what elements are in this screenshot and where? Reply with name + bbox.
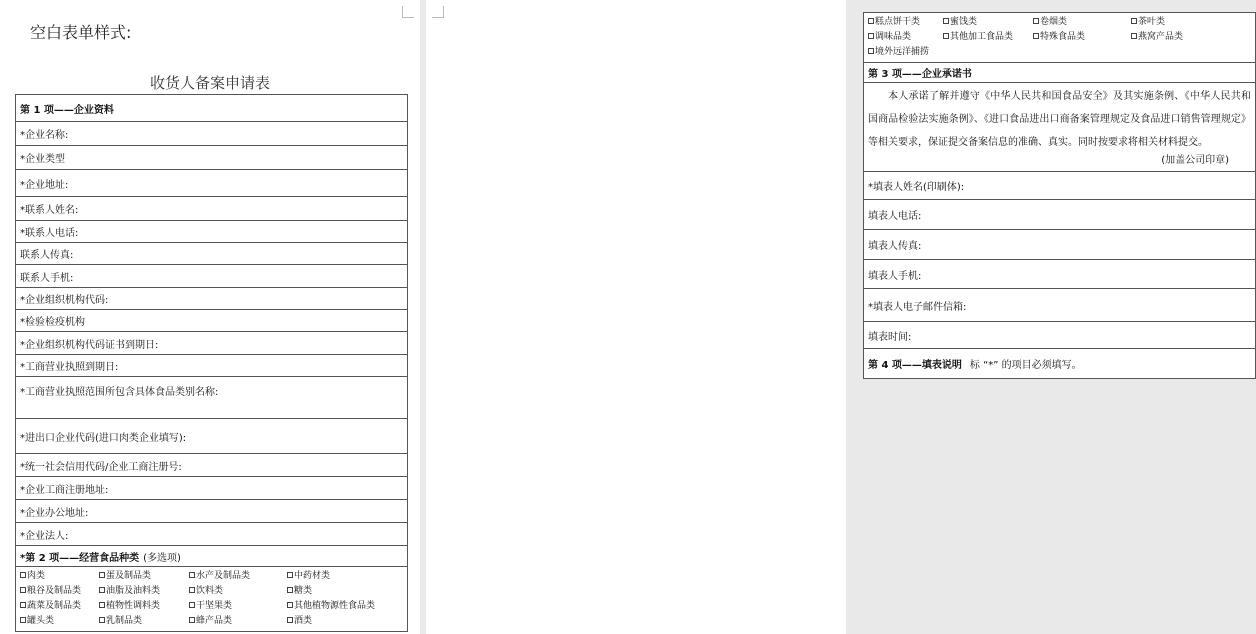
section1-title <box>16 95 407 122</box>
field-row[interactable] <box>16 197 407 221</box>
checkbox-icon[interactable] <box>20 572 26 578</box>
field-label: *填表人姓名(印刷体): <box>868 182 965 193</box>
field-row[interactable] <box>16 288 407 310</box>
checkbox-icon[interactable] <box>943 33 949 39</box>
option-label: 蔬菜及制品类 <box>27 601 82 611</box>
food-category-option[interactable] <box>20 614 99 629</box>
option-label: 蜜饯类 <box>950 17 978 27</box>
field-label: *联系人姓名: <box>20 205 79 216</box>
seal-note: (加盖公司印章) <box>1161 155 1229 166</box>
option-label: 茶叶类 <box>1138 17 1166 27</box>
food-category-option[interactable] <box>287 614 397 629</box>
checkbox-icon[interactable] <box>287 602 293 608</box>
section2-note: (多选项) <box>143 552 181 564</box>
field-row[interactable] <box>16 332 407 355</box>
food-category-option[interactable] <box>868 45 943 60</box>
option-row <box>20 614 403 629</box>
checkbox-icon[interactable] <box>99 617 105 623</box>
checkbox-icon[interactable] <box>943 18 949 24</box>
food-category-option[interactable] <box>99 599 189 614</box>
field-row[interactable] <box>16 523 407 546</box>
field-label: *企业地址: <box>20 179 69 191</box>
food-category-option[interactable] <box>943 30 1033 45</box>
checkbox-icon[interactable] <box>868 18 874 24</box>
option-label: 特殊食品类 <box>1040 32 1086 42</box>
food-category-option[interactable] <box>1131 30 1241 45</box>
field-row[interactable] <box>16 221 407 243</box>
field-row[interactable] <box>16 146 407 170</box>
food-category-option[interactable] <box>287 584 397 599</box>
food-category-option[interactable] <box>189 569 287 584</box>
food-category-option[interactable] <box>20 584 99 599</box>
field-label: *检验检疫机构 <box>20 317 85 328</box>
option-label: 酒类 <box>294 616 313 626</box>
food-category-option[interactable] <box>287 569 397 584</box>
food-category-option[interactable] <box>189 584 287 599</box>
food-category-option[interactable] <box>189 599 287 614</box>
option-label: 燕窝产品类 <box>1138 32 1184 42</box>
checkbox-icon[interactable] <box>287 587 293 593</box>
food-category-option[interactable] <box>868 15 943 30</box>
section3-title <box>864 63 1255 83</box>
checkbox-icon[interactable] <box>20 617 26 623</box>
field-row[interactable] <box>16 377 407 419</box>
option-label: 植物性调料类 <box>106 601 161 611</box>
option-label: 卷烟类 <box>1040 17 1068 27</box>
option-label: 蜂产品类 <box>196 616 233 626</box>
checkbox-icon[interactable] <box>20 587 26 593</box>
checkbox-icon[interactable] <box>1131 18 1137 24</box>
checkbox-icon[interactable] <box>99 602 105 608</box>
option-row <box>20 599 403 614</box>
field-row[interactable] <box>16 310 407 332</box>
checkbox-icon[interactable] <box>189 602 195 608</box>
page-corner-mark <box>402 6 414 18</box>
section4-note: 标 “*” 的项目必须填写。 <box>969 360 1082 371</box>
food-category-option[interactable] <box>20 569 99 584</box>
checkbox-icon[interactable] <box>287 572 293 578</box>
commitment-statement <box>864 83 1255 172</box>
field-label: *联系人电话: <box>20 228 79 239</box>
field-row[interactable] <box>864 289 1255 322</box>
checkbox-icon[interactable] <box>868 48 874 54</box>
food-category-option[interactable] <box>20 599 99 614</box>
option-label: 糖类 <box>294 586 313 596</box>
option-label: 水产及制品类 <box>196 571 251 581</box>
food-category-option[interactable] <box>868 30 943 45</box>
field-row[interactable] <box>16 454 407 477</box>
option-label: 油脂及油料类 <box>106 586 161 596</box>
field-label: *企业法人: <box>20 530 69 542</box>
checkbox-icon[interactable] <box>1033 33 1039 39</box>
field-row[interactable] <box>16 243 407 265</box>
field-row[interactable] <box>16 419 407 454</box>
checkbox-icon[interactable] <box>99 572 105 578</box>
field-label: 联系人传真: <box>20 250 74 261</box>
section4-row <box>864 349 1255 378</box>
option-label: 肉类 <box>27 571 46 581</box>
page-corner-mark <box>432 6 444 18</box>
field-row[interactable] <box>864 260 1255 289</box>
field-label: *企业名称: <box>20 130 69 141</box>
checkbox-icon[interactable] <box>287 617 293 623</box>
form-title: 收货人备案申请表 <box>149 74 270 92</box>
food-options-left <box>16 567 407 631</box>
checkbox-icon[interactable] <box>1033 18 1039 24</box>
option-label: 中药材类 <box>294 571 331 581</box>
food-category-option[interactable] <box>1033 15 1131 30</box>
field-label: *填表人电子邮件信箱: <box>868 301 967 313</box>
field-row[interactable] <box>16 500 407 523</box>
option-label: 乳制品类 <box>106 616 143 626</box>
page-heading: 空白表单样式: <box>30 23 132 42</box>
option-label: 饮料类 <box>196 586 224 596</box>
field-label: 填表人手机: <box>868 270 922 282</box>
option-label: 境外远洋捕捞 <box>875 47 930 57</box>
field-row[interactable] <box>16 122 407 146</box>
food-category-option[interactable] <box>189 614 287 629</box>
food-category-option[interactable] <box>99 569 189 584</box>
field-label: *企业类型 <box>20 154 65 165</box>
option-label: 干坚果类 <box>196 601 233 611</box>
option-row <box>20 569 403 584</box>
form-table-left <box>15 94 408 632</box>
food-category-option[interactable] <box>99 584 189 599</box>
field-row[interactable] <box>864 230 1255 260</box>
field-label: *工商营业执照范围所包含具体食品类别名称: <box>20 387 219 398</box>
field-label: *工商营业执照到期日: <box>20 362 119 373</box>
page-left <box>0 0 420 634</box>
checkbox-icon[interactable] <box>868 33 874 39</box>
option-row <box>868 15 1251 30</box>
option-row <box>868 30 1251 45</box>
section2-title-text: *第 2 项——经营食品种类 <box>20 552 140 564</box>
field-label: *企业办公地址: <box>20 507 89 519</box>
section3-title-text: 第 3 项——企业承诺书 <box>868 69 972 80</box>
field-label: 填表人电话: <box>868 211 922 222</box>
food-category-option[interactable] <box>1131 15 1241 30</box>
field-row[interactable] <box>16 265 407 288</box>
food-category-option[interactable] <box>99 614 189 629</box>
section4-title: 第 4 项——填表说明 <box>868 360 962 371</box>
food-category-option[interactable] <box>943 15 1033 30</box>
field-row[interactable] <box>16 477 407 500</box>
option-label: 粮谷及制品类 <box>27 586 82 596</box>
section2-title <box>16 546 407 567</box>
checkbox-icon[interactable] <box>189 572 195 578</box>
option-label: 调味品类 <box>875 32 912 42</box>
field-row[interactable] <box>864 172 1255 200</box>
field-label: 填表时间: <box>868 331 912 343</box>
field-row[interactable] <box>16 170 407 197</box>
checkbox-icon[interactable] <box>189 587 195 593</box>
checkbox-icon[interactable] <box>20 602 26 608</box>
field-row[interactable] <box>864 200 1255 230</box>
field-row[interactable] <box>16 355 407 377</box>
food-category-option[interactable] <box>287 599 397 614</box>
field-label: *企业组织机构代码: <box>20 295 109 306</box>
section1-title-text: 第 1 项——企业资料 <box>20 104 114 116</box>
option-label: 其他植物源性食品类 <box>294 601 376 611</box>
option-label: 糕点饼干类 <box>875 17 921 27</box>
option-label: 蛋及制品类 <box>106 571 152 581</box>
field-label: 填表人传真: <box>868 241 922 252</box>
page-right <box>426 0 1251 634</box>
option-row <box>20 584 403 599</box>
field-label: *统一社会信用代码/企业工商注册号: <box>20 461 182 473</box>
commitment-text: 本人承诺了解并遵守《中华人民共和国食品安全》及其实施条例、《中华人民共和国商品检验法实施条例》、《进口食品进出口商备案管理规定及食品进口销售管理规定》等相关要求，保证提交备案信息的准确、真实。同时按要求将相关材料提交。 <box>868 91 1251 148</box>
checkbox-icon[interactable] <box>189 617 195 623</box>
field-label: *企业工商注册地址: <box>20 484 109 496</box>
field-label: *进出口企业代码(进口肉类企业填写): <box>20 432 187 444</box>
field-row[interactable] <box>864 322 1255 349</box>
option-label: 罐头类 <box>27 616 55 626</box>
checkbox-icon[interactable] <box>1131 33 1137 39</box>
food-options-right <box>864 13 1255 63</box>
option-row <box>868 45 1251 60</box>
field-label: 联系人手机: <box>20 272 74 284</box>
form-table-right <box>863 12 1256 379</box>
food-category-option[interactable] <box>1033 30 1131 45</box>
option-label: 其他加工食品类 <box>950 32 1014 42</box>
checkbox-icon[interactable] <box>99 587 105 593</box>
field-label: *企业组织机构代码证书到期日: <box>20 339 159 351</box>
